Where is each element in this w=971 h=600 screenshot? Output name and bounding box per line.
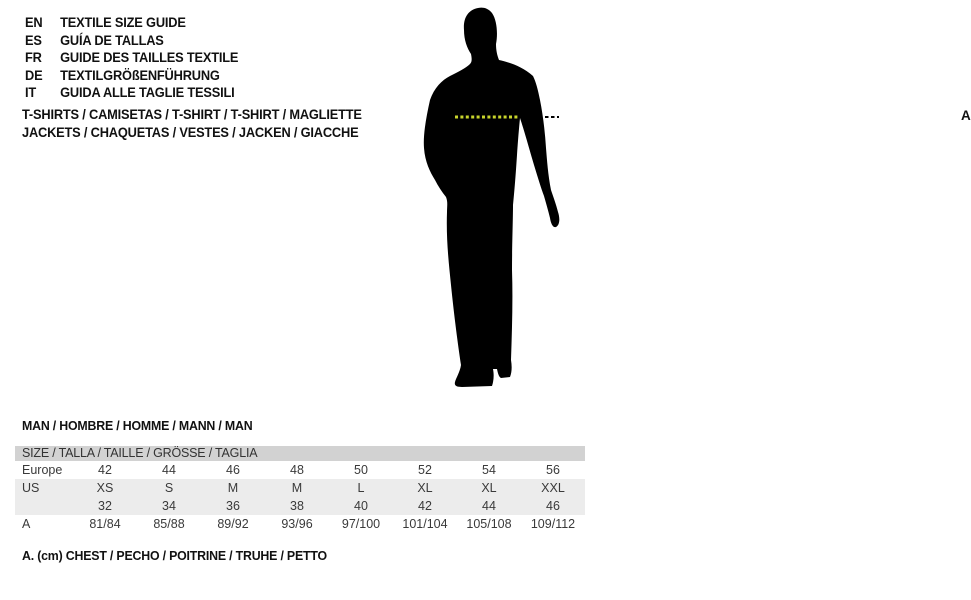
size-cell: 50 <box>354 463 368 477</box>
size-cell: 32 <box>98 499 112 513</box>
size-cell: 56 <box>546 463 560 477</box>
category-line-jackets: JACKETS / CHAQUETAS / VESTES / JACKEN / GIACCHE <box>22 125 359 140</box>
size-cell: XXL <box>541 481 565 495</box>
size-cell: XS <box>96 481 114 495</box>
measurement-footnote: A. (cm) CHEST / PECHO / POITRINE / TRUHE / PETTO <box>22 548 327 563</box>
language-code: EN <box>25 15 43 30</box>
size-cell: 38 <box>290 499 304 513</box>
language-code: ES <box>25 32 42 48</box>
size-row-label: Europe <box>22 463 63 477</box>
man-silhouette-svg <box>400 0 600 420</box>
size-table-row <box>15 497 585 515</box>
size-cell: 40 <box>354 499 368 513</box>
size-row-label: A <box>22 517 31 531</box>
language-label: GUIDE DES TAILLES TEXTILE <box>60 50 239 65</box>
size-cell: 97/100 <box>341 517 381 531</box>
size-cell: 48 <box>290 463 304 477</box>
language-row <box>25 84 238 102</box>
language-code: FR <box>25 50 42 65</box>
size-cell: 44 <box>162 463 176 477</box>
size-cell: 93/96 <box>281 517 313 531</box>
size-cell: 36 <box>226 499 240 513</box>
measure-label-a: A <box>961 108 971 123</box>
size-cell: 105/108 <box>466 517 512 531</box>
size-cell: 52 <box>418 463 432 477</box>
size-table-row <box>15 461 585 479</box>
size-cell: XL <box>417 481 433 495</box>
section-heading-man: MAN / HOMBRE / HOMME / MANN / MAN <box>22 418 253 433</box>
size-table <box>15 446 585 533</box>
category-line-tshirts: T-SHIRTS / CAMISETAS / T-SHIRT / T-SHIRT / MAGLIETTE <box>22 107 362 122</box>
language-row <box>25 49 238 67</box>
language-label: GUÍA DE TALLAS <box>60 32 164 48</box>
size-cell: 46 <box>226 463 240 477</box>
language-guide <box>25 14 238 102</box>
size-cell: XL <box>481 481 497 495</box>
size-cell: 42 <box>98 463 112 477</box>
language-code: IT <box>25 85 37 100</box>
man-silhouette-figure <box>400 0 971 420</box>
size-cell: 44 <box>482 499 496 513</box>
size-cell: 81/84 <box>89 517 121 531</box>
size-row-label: US <box>22 481 40 495</box>
language-label: TEXTILGRÖßENFÜHRUNG <box>60 67 220 83</box>
size-cell: 54 <box>482 463 496 477</box>
size-cell: 101/104 <box>402 517 448 531</box>
size-table-row <box>15 515 585 533</box>
size-cell: 46 <box>546 499 560 513</box>
size-table-header: SIZE / TALLA / TAILLE / GRÖSSE / TAGLIA <box>15 446 585 461</box>
size-cell: 42 <box>418 499 432 513</box>
size-row-label <box>15 497 73 515</box>
garment-categories <box>22 106 362 142</box>
language-row <box>25 14 238 32</box>
language-row <box>25 32 238 50</box>
size-table-header-row <box>15 446 585 461</box>
size-cell: 34 <box>162 499 176 513</box>
size-cell: L <box>357 481 365 495</box>
size-cell: 89/92 <box>217 517 249 531</box>
size-cell: M <box>291 481 303 495</box>
language-label: TEXTILE SIZE GUIDE <box>60 15 186 30</box>
man-silhouette-path <box>424 8 560 387</box>
language-label: GUIDA ALLE TAGLIE TESSILI <box>60 85 235 100</box>
language-row <box>25 67 238 85</box>
size-cell: S <box>164 481 174 495</box>
size-cell: 109/112 <box>530 517 576 531</box>
size-cell: 85/88 <box>153 517 185 531</box>
language-code: DE <box>25 67 43 83</box>
size-cell: M <box>227 481 239 495</box>
size-table-row <box>15 479 585 497</box>
